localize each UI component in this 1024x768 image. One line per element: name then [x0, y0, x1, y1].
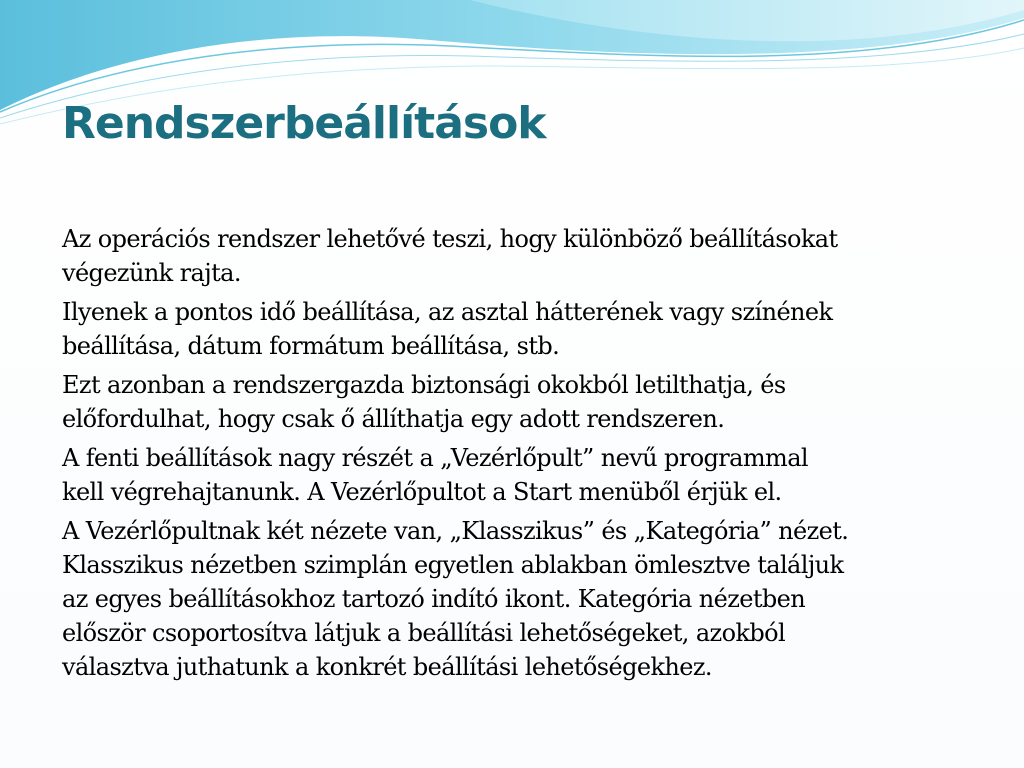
paragraph-3: [62, 368, 982, 436]
paragraph-line: A Vezérlőpultnak két nézete van, „Klasszikus” és „Kategória” nézet.: [62, 517, 849, 545]
paragraph-line: Klasszikus nézetben szimplán egyetlen ablakban ömlesztve találjuk: [62, 551, 844, 579]
slide-title: Rendszerbeállítások: [62, 98, 546, 149]
paragraph-line: beállítása, dátum formátum beállítása, stb.: [62, 332, 560, 360]
paragraph-line: előfordulhat, hogy csak ő állíthatja egy adott rendszeren.: [62, 405, 725, 433]
paragraph-line: kell végrehajtanunk. A Vezérlőpultot a Start menüből érjük el.: [62, 478, 782, 506]
paragraph-line: először csoportosítva látjuk a beállítási lehetőségeket, azokból: [62, 619, 786, 647]
paragraph-1: [62, 222, 982, 290]
paragraph-line: az egyes beállításokhoz tartozó indító ikont. Kategória nézetben: [62, 585, 806, 613]
paragraph-line: A fenti beállítások nagy részét a „Vezérlőpult” nevű programmal: [62, 444, 808, 472]
paragraph-line: Ilyenek a pontos idő beállítása, az asztal hátterének vagy színének: [62, 298, 833, 326]
paragraph-4: [62, 441, 982, 509]
paragraph-5: [62, 514, 982, 684]
paragraph-2: [62, 295, 982, 363]
paragraph-line: Az operációs rendszer lehetővé teszi, hogy különböző beállításokat: [62, 225, 838, 253]
paragraph-line: végezünk rajta.: [62, 259, 241, 287]
slide-body: [62, 222, 982, 689]
paragraph-line: választva juthatunk a konkrét beállítási lehetőségekhez.: [62, 653, 712, 681]
paragraph-line: Ezt azonban a rendszergazda biztonsági okokból letilthatja, és: [62, 371, 786, 399]
